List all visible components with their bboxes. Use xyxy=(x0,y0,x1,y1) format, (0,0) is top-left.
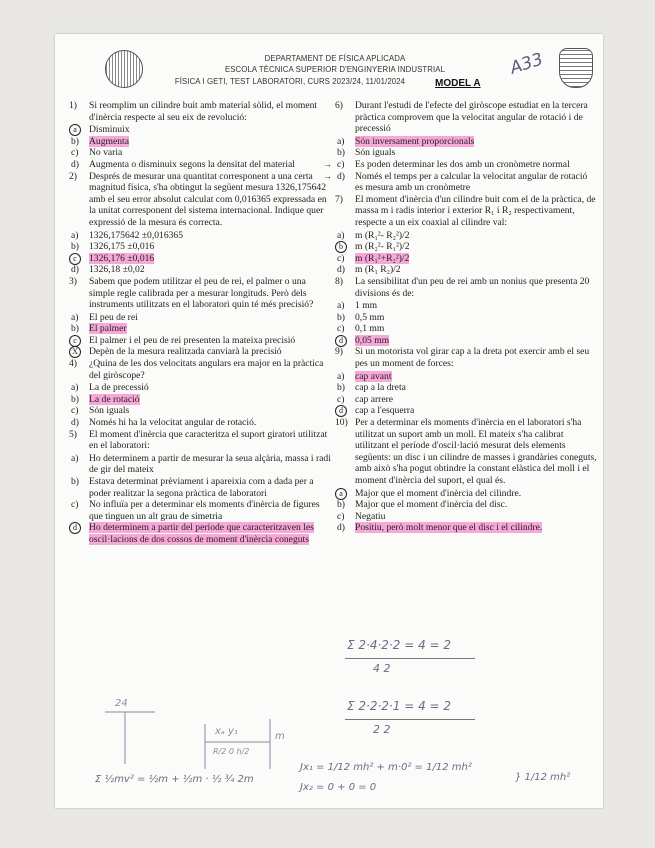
handwritten-table-sketch xyxy=(95,694,315,774)
answer-option xyxy=(335,147,597,159)
option-letter xyxy=(337,488,347,500)
answer-option xyxy=(335,323,597,335)
option-letter xyxy=(337,241,347,253)
question-text: Durant l'estudi de l'efecte del giròscope estudiat en la tercera pràctica comprovem que la velocitat angular de rotació i de precessió xyxy=(355,100,588,135)
question xyxy=(335,346,597,369)
svg-text:R/2 0 h/2: R/2 0 h/2 xyxy=(213,747,250,756)
question-number: 2) xyxy=(69,170,77,182)
option-letter: b) xyxy=(71,476,79,487)
question-number: 4) xyxy=(69,358,77,370)
option-text: m (R₁ R₂)/2 xyxy=(355,264,401,276)
option-letter xyxy=(71,522,81,534)
question-text: Sabem que podem utilitzar el peu de rei, el palmer o una simple regle calibrada per a mesurar longituds. Però dels instruments utilitzats en el laboratori quin té més precisió? xyxy=(89,275,314,311)
option-letter: c) xyxy=(337,323,345,335)
option-letter: a) xyxy=(337,135,345,147)
exam-title: FÍSICA I GETI, TEST LABORATORI, CURS 2023/24, 11/01/2024 xyxy=(174,77,406,86)
option-text: m (R₂²- R₁²)/2 xyxy=(355,241,410,253)
option-text: Major que el moment d'inèrcia del cilindre. xyxy=(355,487,522,499)
handwritten-note-2-denominator: 2 2 xyxy=(373,723,391,736)
answer-option xyxy=(69,253,331,265)
answer-option xyxy=(69,241,331,253)
answer-option xyxy=(323,158,597,171)
question-text: Per a determinar els moments d'inèrcia en el laboratori s'ha utilitzat un suport amb un moll. El mateix s'ha calibrat utilitzant el període d'oscil·lació mesurat dels elements següents: un disc i un cilindre de masses i grandàries coneguts, amb això s'ha pogut obtindre la constant elàstica del moll i el moment d'inèrcia del suport, el qual és. xyxy=(355,417,597,486)
svg-text:24: 24 xyxy=(115,698,128,709)
option-text: El peu de rei xyxy=(89,311,138,323)
highlighted-option-text: 1326,176 ±0,016 xyxy=(89,252,155,264)
answer-option xyxy=(69,312,331,324)
exam-sheet xyxy=(55,34,603,808)
answer-option xyxy=(335,136,597,148)
handwritten-note-4: Jx₁ = 1/12 mh² + m·0² = 1/12 mh² xyxy=(300,762,472,773)
answer-option xyxy=(335,511,597,523)
option-text: Disminuix xyxy=(89,124,130,136)
option-letter: c) xyxy=(71,147,79,159)
option-letter: c) xyxy=(71,405,79,417)
question-text: El moment d'inèrcia que caracteritza el suport giratori utilitzat en el laboratori: xyxy=(89,428,328,452)
department-title: DEPARTAMENT DE FÍSICA APLICADA xyxy=(264,54,406,63)
option-letter xyxy=(71,253,81,265)
highlighted-option-text: m (R₁²+R₂²)/2 xyxy=(355,252,410,264)
question-number: 1) xyxy=(69,100,77,111)
answer-option xyxy=(69,136,331,148)
handwritten-note-3: Σ ½mv² = ½m + ½m · ½ ¾ 2m xyxy=(95,774,254,785)
answer-option xyxy=(69,323,331,335)
handwritten-exam-number: A33 xyxy=(507,49,546,79)
answer-option xyxy=(69,264,331,276)
option-letter xyxy=(71,335,81,347)
option-letter: d) xyxy=(337,170,345,182)
answer-option xyxy=(335,335,597,347)
option-letter: a) xyxy=(71,229,79,241)
question xyxy=(69,429,331,452)
question xyxy=(335,100,597,135)
option-text: Negatiu xyxy=(355,510,386,522)
question-number: 5) xyxy=(69,428,77,440)
question-text: La sensibilitat d'un peu de rei amb un nonius que presenta 20 divisions és de: xyxy=(355,275,590,299)
answer-option xyxy=(69,159,331,171)
option-letter: a) xyxy=(71,452,79,464)
highlighted-option-text: La de rotació xyxy=(89,393,140,405)
option-text: Només el temps per a calcular la velocitat angular de rotació es mesura amb un cronòmetre xyxy=(355,170,588,194)
circled-mark-icon: d xyxy=(335,405,347,417)
option-letter: c) xyxy=(337,393,345,405)
option-text: 1326,18 ±0,02 xyxy=(89,264,145,276)
option-letter: b) xyxy=(71,135,79,147)
option-letter: b) xyxy=(71,393,79,405)
answer-option xyxy=(335,241,597,253)
answer-option xyxy=(335,253,597,265)
option-text: cap a la dreta xyxy=(355,382,406,394)
question-text: Si un motorista vol girar cap a la dreta pot exercir amb el seu pes un moment de forces: xyxy=(355,346,590,370)
question xyxy=(335,417,597,487)
circled-mark-icon: d xyxy=(69,522,81,534)
option-text: Són iguals xyxy=(89,405,130,417)
option-text: El palmer i el peu de rei presenten la mateixa precisió xyxy=(89,334,296,346)
question xyxy=(69,358,331,381)
option-letter: a) xyxy=(337,229,345,241)
answer-option xyxy=(335,312,597,324)
circled-mark-icon: a xyxy=(69,124,81,136)
answer-option xyxy=(69,230,331,242)
option-letter: a) xyxy=(337,300,345,312)
option-text: cap a l'esquerra xyxy=(355,405,415,417)
option-letter: c) xyxy=(71,499,79,511)
school-crest-icon xyxy=(559,48,593,88)
option-letter: a) xyxy=(71,382,79,394)
school-title: ESCOLA TÈCNICA SUPERIOR D'ENGINYERIA INDUSTRIAL xyxy=(224,65,446,74)
answer-option xyxy=(335,264,597,276)
option-letter: a) xyxy=(337,370,345,382)
question-number: 10) xyxy=(335,417,348,429)
answer-option xyxy=(335,405,597,417)
answer-option xyxy=(69,124,331,136)
option-letter: b) xyxy=(71,323,79,335)
option-text: 1326,175 ±0,016 xyxy=(89,241,155,253)
question xyxy=(69,100,331,123)
highlighted-option-text: 0,05 mm xyxy=(355,334,390,346)
svg-text:xₐ y₁: xₐ y₁ xyxy=(215,726,238,737)
option-text: No influïa per a determinar els moments d'inèrcia de figures que tinguen un alt grau de simetria xyxy=(89,499,320,522)
option-text: La de precessió xyxy=(89,382,149,394)
hand-arrow-icon: → xyxy=(323,170,332,181)
highlighted-option-text: El palmer xyxy=(89,323,127,335)
option-letter: c) xyxy=(337,158,345,170)
answer-option xyxy=(69,453,331,476)
option-text: Depèn de la mesura realitzada canviarà la precisió xyxy=(89,346,282,358)
question xyxy=(69,276,331,311)
option-text: Major que el moment d'inèrcia del disc. xyxy=(355,499,508,511)
option-text: Són iguals xyxy=(355,147,396,159)
model-label: MODEL A xyxy=(435,78,481,89)
question-number: 8) xyxy=(335,275,343,287)
option-letter: b) xyxy=(337,311,345,323)
option-letter: b) xyxy=(71,241,79,253)
answer-option xyxy=(69,417,331,429)
answer-option xyxy=(69,394,331,406)
question-number: 3) xyxy=(69,275,77,287)
option-letter: d) xyxy=(71,158,79,170)
answer-option xyxy=(335,382,597,394)
question-text: Si reomplim un cilindre buit amb material sòlid, el moment d'inèrcia respecte al seu eix de revolució: xyxy=(89,100,318,123)
answer-option xyxy=(335,300,597,312)
option-letter xyxy=(71,124,81,136)
answer-option xyxy=(69,476,331,499)
university-seal-icon xyxy=(105,50,143,88)
question xyxy=(69,171,331,229)
answer-option xyxy=(69,147,331,159)
answer-option xyxy=(69,335,331,347)
question xyxy=(335,276,597,299)
answer-option xyxy=(69,499,331,522)
right-question-column xyxy=(323,100,597,534)
handwritten-note-6: } 1/12 mh² xyxy=(515,772,571,783)
handwritten-note-5: Jx₂ = 0 + 0 = 0 xyxy=(300,782,377,793)
option-text: Estava determinat prèviament i apareixia com a dada per a poder realitzar la segona pràctica de laboratori xyxy=(89,476,314,499)
option-letter: c) xyxy=(337,510,345,522)
option-letter: d) xyxy=(337,264,345,276)
option-letter: a) xyxy=(71,311,79,323)
answer-option xyxy=(335,230,597,242)
circled-mark-icon: b xyxy=(335,241,347,253)
option-letter xyxy=(337,405,347,417)
handwritten-note-2: Σ 2·2·2·1 = 4 = 2 xyxy=(347,699,452,713)
answer-option xyxy=(323,170,597,194)
highlighted-option-text: Ho determinem a partir del període que caracteritzaven les oscil·lacions de dos cossos de moment d'inèrcia coneguts xyxy=(89,522,314,545)
highlighted-option-text: Positiu, però molt menor que el disc i el cilindre. xyxy=(355,522,543,534)
answer-option xyxy=(69,346,331,358)
circled-mark-icon: a xyxy=(335,488,347,500)
highlighted-option-text: Augmenta xyxy=(89,135,129,147)
question-number: 7) xyxy=(335,193,343,205)
question xyxy=(335,194,597,229)
option-letter: d) xyxy=(71,417,79,429)
highlighted-option-text: Són inversament proporcionals xyxy=(355,135,475,147)
left-question-column xyxy=(69,100,331,546)
answer-option xyxy=(335,371,597,383)
answer-option xyxy=(69,382,331,394)
question-number: 9) xyxy=(335,346,343,358)
option-text: cap arrere xyxy=(355,393,394,405)
answer-option xyxy=(335,499,597,511)
circled-mark-icon: d xyxy=(335,335,347,347)
answer-option xyxy=(69,405,331,417)
hand-arrow-icon: → xyxy=(323,158,332,169)
question-text: El moment d'inèrcia d'un cilindre buit com el de la pràctica, de massa m i radis interior i exterior R₁ i R₂ respectivament, respecte a un eix coaxial al cilindre val: xyxy=(355,193,596,228)
option-text: No varia xyxy=(89,147,123,159)
question-text: Després de mesurar una quantitat corresponent a una certa magnitud física, s'ha obtingut la següent mesura 1326,175642 amb el seu error absolut calculat com 0,016365 expressada en la unitat corresponent del sistema internacional. Indique quer expressió de la mesura és correcta. xyxy=(89,170,327,228)
highlighted-option-text: cap avant xyxy=(355,370,392,382)
option-letter xyxy=(337,335,347,347)
option-letter: d) xyxy=(337,522,345,534)
answer-option xyxy=(335,522,597,534)
circled-mark-icon: c xyxy=(69,253,81,265)
circled-mark-icon: X xyxy=(69,346,81,358)
option-letter xyxy=(71,346,81,358)
svg-text:m: m xyxy=(275,731,285,742)
question-number: 6) xyxy=(335,100,343,111)
answer-option xyxy=(335,394,597,406)
handwritten-note-1-denominator: 4 2 xyxy=(373,662,391,675)
question-text: ¿Quina de les dos velocitats angulars era major en la pràctica del giròscope? xyxy=(89,358,324,381)
circled-mark-icon: c xyxy=(69,335,81,347)
option-text: 0,1 mm xyxy=(355,323,385,335)
option-text: Només hi ha la velocitat angular de rotació. xyxy=(89,417,257,429)
option-text: 1 mm xyxy=(355,300,378,312)
option-text: Ho determinem a partir de mesurar la seua alçària, massa i radi de gir del mateix xyxy=(89,452,331,476)
option-letter: b) xyxy=(337,499,345,511)
option-text: 0,5 mm xyxy=(355,311,385,323)
option-letter: d) xyxy=(71,264,79,276)
option-letter: c) xyxy=(337,252,345,264)
answer-option xyxy=(335,488,597,500)
option-text: Augmenta o disminuix segons la densitat del material xyxy=(89,158,295,170)
answer-option xyxy=(69,522,331,545)
option-letter: b) xyxy=(337,382,345,394)
option-text: m (R₁²- R₂²)/2 xyxy=(355,229,410,241)
handwritten-note-1: Σ 2·4·2·2 = 4 = 2 xyxy=(347,638,452,652)
option-letter: b) xyxy=(337,147,345,159)
option-text: 1326,175642 ±0,016365 xyxy=(89,229,184,241)
option-text: Es poden determinar les dos amb un cronòmetre normal xyxy=(355,158,570,170)
